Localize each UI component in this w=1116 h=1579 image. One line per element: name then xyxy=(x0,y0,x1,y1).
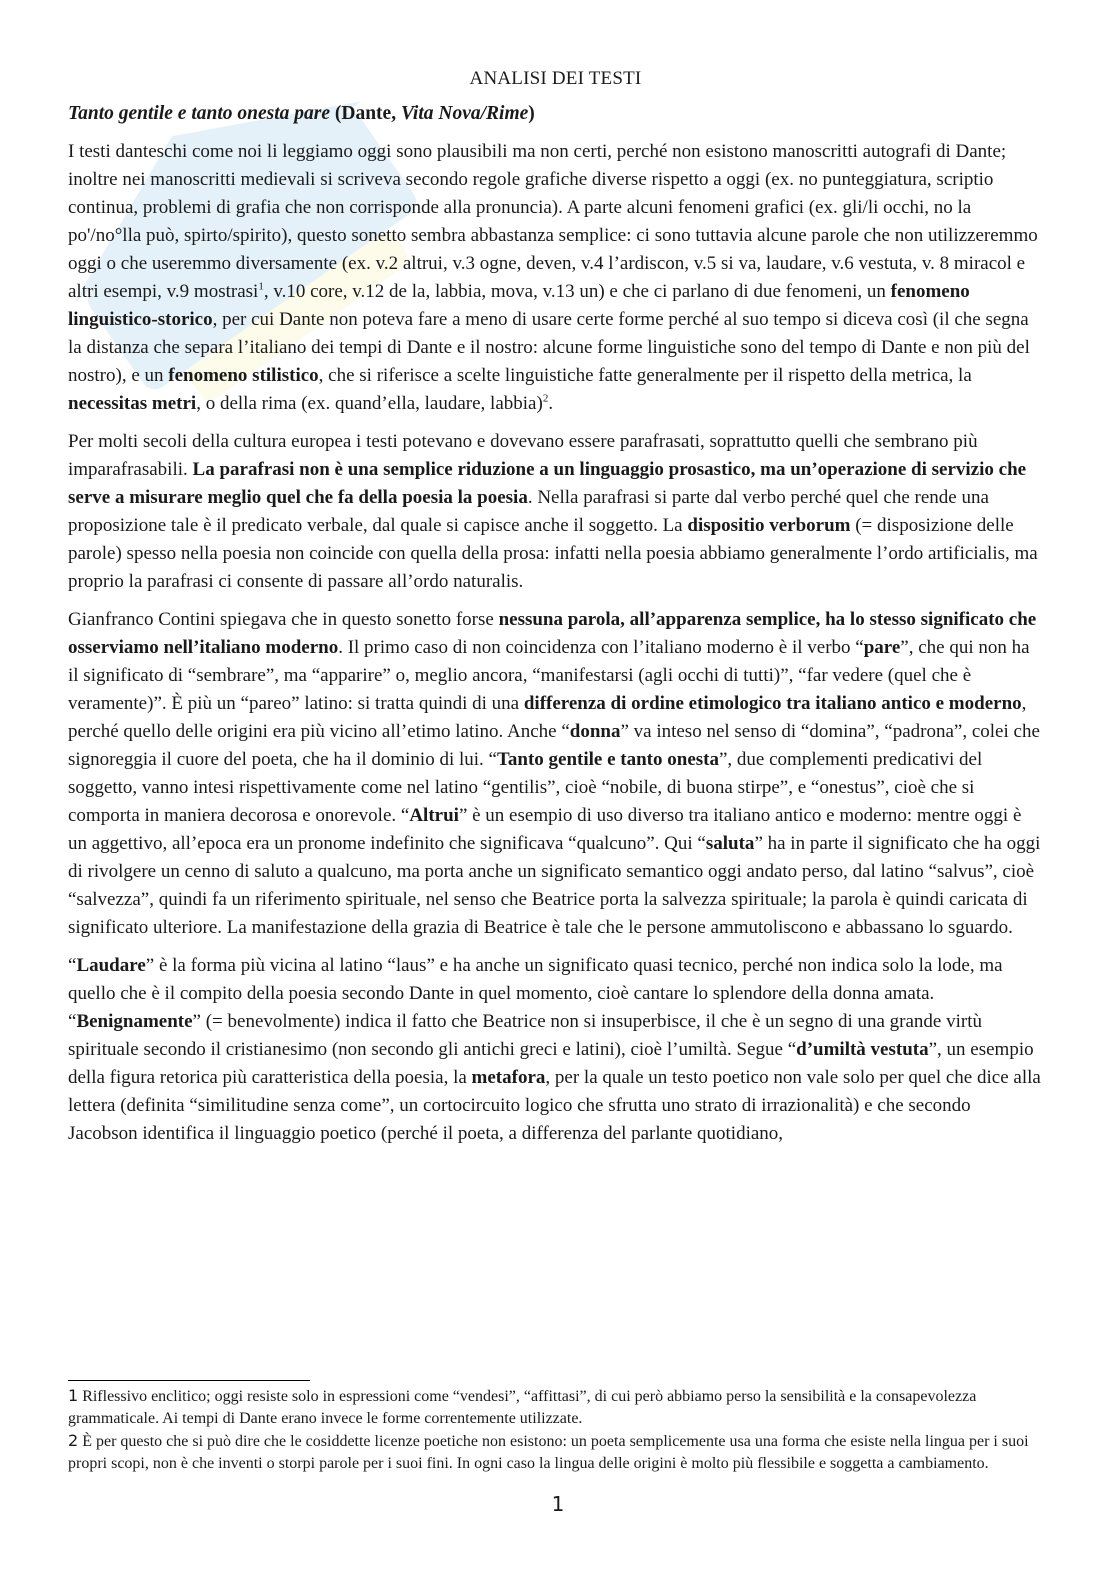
document-page xyxy=(68,62,1043,1158)
text-run: ”, un esempio della figura retorica più caratteristica della poesia, la xyxy=(68,1039,1034,1088)
section-heading xyxy=(68,100,1043,128)
body-text xyxy=(68,138,1043,1148)
footnote-text: Riflessivo enclitico; oggi resiste solo in espressioni come “vendesi”, “affittasi”, di cui però abbiamo perso la sensibilità e la consapevolezza grammaticale. Ai tempi di Dante erano invece le forme correntemente utilizzate. xyxy=(68,1388,977,1427)
text-run: ” va inteso nel senso di “domina”, “padrona”, colei che signoreggia il cuore del poeta, che ha il dominio di lui. “ xyxy=(68,721,1040,770)
bold-term: Altrui xyxy=(409,805,459,826)
bold-term: d’umiltà vestuta xyxy=(796,1039,929,1060)
text-run: Per molti secoli della cultura europea i testi potevano e dovevano essere parafrasati, soprattutto quelli che sembrano più imparafrasabili. xyxy=(68,431,978,480)
text-run: , v.10 core, v.12 de la, labbia, mova, v.13 un) e che ci parlano di due fenomeni, un xyxy=(263,281,891,302)
text-run: Gianfranco Contini spiegava che in questo sonetto forse xyxy=(68,609,499,630)
bold-term: differenza di ordine etimologico tra italiano antico e moderno xyxy=(523,693,1022,714)
text-run: “ xyxy=(68,955,77,976)
page-number: 1 xyxy=(551,1492,565,1516)
paragraph xyxy=(68,428,1043,596)
footnotes xyxy=(68,1385,1043,1475)
footnote-ref: 1 xyxy=(258,280,264,293)
text-run: , per cui Dante non poteva fare a meno di usare certe forme perché al suo tempo si diceva così (il che segna la distanza che separa l’italiano dei tempi di Dante e il nostro: alcune forme linguistiche sono del tempo di Dante e non più del nostro), e un xyxy=(68,309,1030,386)
text-run: ”, che qui non ha il significato di “sembrare”, ma “apparire” o, meglio ancora, “manifestarsi (agli occhi di tutti)”, “far vedere (quel che è veramente)”. È più un “pareo” latino: si tratta quindi di una xyxy=(68,637,1030,714)
document-title: ANALISI DEI TESTI xyxy=(469,68,642,89)
bold-term: Laudare xyxy=(76,955,146,976)
text-run: , o della rima (ex. quand’ella, laudare, labbia) xyxy=(196,393,543,414)
paragraph xyxy=(68,606,1043,942)
bold-term: fenomeno linguistico-storico xyxy=(68,281,970,330)
text-run: , perché quello delle origini era più vicino all’etimo latino. Anche “ xyxy=(68,693,1027,742)
bold-term: donna xyxy=(569,721,621,742)
bold-term: fenomeno stilistico xyxy=(168,365,319,386)
bold-term: metafora xyxy=(471,1067,546,1088)
text-run: . Il primo caso di non coincidenza con l’italiano moderno è il verbo “ xyxy=(338,637,864,658)
footnote-text: È per questo che si può dire che le cosiddette licenze poetiche non esistono: un poeta semplicemente usa una forma che esiste nella lingua per i suoi propri scopi, non è che inventi o storpi parole per i suoi fini. In ogni caso la lingua delle origini è molto più flessibile e soggetta a cambiamento. xyxy=(68,1433,1029,1472)
text-run: ” è un esempio di uso diverso tra italiano antico e moderno: mentre oggi è un aggettivo, all’epoca era un pronome indefinito che significava “qualcuno”. Qui “ xyxy=(68,805,1022,854)
text-run: . xyxy=(548,393,554,414)
paragraph xyxy=(68,952,1043,1148)
text-run: , che si riferisce a scelte linguistiche fatte generalmente per il rispetto della metrica, la xyxy=(318,365,972,386)
footnote xyxy=(68,1430,1043,1475)
footnote-number: 2 xyxy=(68,1431,79,1450)
text-run: , per la quale un testo poetico non vale solo per quel che dice alla lettera (definita “similitudine senza come”, un cortocircuito logico che sfrutta uno strato di irrazionalità) e che secondo Jacobson identifica il linguaggio poetico (perché il poeta, a differenza del parlante quotidiano, xyxy=(68,1067,1041,1144)
footnote-ref: 2 xyxy=(542,392,549,405)
text-run: ” è la forma più vicina al latino “laus” e ha anche un significato quasi tecnico, perché non indica solo la lode, ma quello che è il compito della poesia secondo Dante in quel momento, cioè cantare lo splendore della donna amata. “ xyxy=(68,955,1003,1032)
bold-term: Tanto gentile e tanto onesta xyxy=(496,749,719,770)
bold-term: saluta xyxy=(705,833,755,854)
text-run: ” ha in parte il significato che ha oggi di rivolgere un cenno di saluto a qualcuno, ma porta anche un significato semantico oggi andato perso, dal latino “salvus”, cioè “salvezza”, quindi fa un riferimento spirituale, nel senso che Beatrice porta la salvezza spirituale; la parola è quindi caricata di significato ulteriore. La manifestazione della grazia di Beatrice è tale che le persone ammutoliscono e abbassano lo sguardo. xyxy=(68,833,1041,938)
heading-close: ) xyxy=(528,103,535,124)
bold-term: necessitas metri xyxy=(68,393,197,414)
text-run: . Nella parafrasi si parte dal verbo perché quel che rende una proposizione tale è il predicato verbale, dal quale si capisce anche il soggetto. La xyxy=(68,487,989,536)
bold-term: La parafrasi non è una semplice riduzione a un linguaggio prosastico, ma un’operazione di servizio che serve a misurare meglio quel che fa della poesia la poesia xyxy=(68,459,1027,508)
text-run: (= disposizione delle parole) spesso nella poesia non coincide con quella della prosa: infatti nella poesia abbiamo generalmente l’ordo artificialis, ma proprio la parafrasi ci consente di passare all’ordo naturalis. xyxy=(68,515,1038,592)
bold-term: dispositio verborum xyxy=(687,515,851,536)
text-run: ”, due complementi predicativi del soggetto, vanno intesi rispettivamente come nel latino “gentilis”, cioè “nobile, di buona stirpe”, e “onestus”, cioè che si comporta in maniera decorosa e onorevole. “ xyxy=(68,749,983,826)
bold-term: nessuna parola, all’apparenza semplice, ha lo stesso significato che osserviamo nell’italiano moderno xyxy=(68,609,1037,658)
poem-title: Tanto gentile e tanto onesta pare xyxy=(68,103,331,124)
footnote-number: 1 xyxy=(68,1386,79,1405)
heading-open: (Dante, xyxy=(330,103,401,124)
footnote-separator xyxy=(68,1380,310,1381)
footnote xyxy=(68,1385,1043,1430)
bold-term: pare xyxy=(863,637,901,658)
bold-term: Benignamente xyxy=(76,1011,193,1032)
paragraph xyxy=(68,138,1043,418)
text-run: I testi danteschi come noi li leggiamo oggi sono plausibili ma non certi, perché non esistono manoscritti autografi di Dante; inoltre nei manoscritti medievali si scriveva secondo regole grafiche diverse rispetto a oggi (ex. no punteggiatura, scriptio continua, problemi di grafia che non corrisponde alla pronuncia). A parte alcuni fenomeni grafici (ex. gli/li occhi, no la po'/no°lla può, spirto/spirito), questo sonetto sembra abbastanza semplice: ci sono tuttavia alcune parole che non utilizzeremmo oggi o che useremmo diversamente (ex. v.2 altrui, v.3 ogne, deven, v.4 l’ardiscon, v.5 si va, laudare, v.6 vestuta, v. 8 miracol e altri esempi, v.9 mostrasi xyxy=(68,141,1038,302)
text-run: ” (= benevolmente) indica il fatto che Beatrice non si insuperbisce, il che è un segno di una grande virtù spirituale secondo il cristianesimo (non secondo gli antichi greci e latini), cioè l’umiltà. Segue “ xyxy=(68,1011,982,1060)
work-title: Vita Nova/Rime xyxy=(400,103,529,124)
